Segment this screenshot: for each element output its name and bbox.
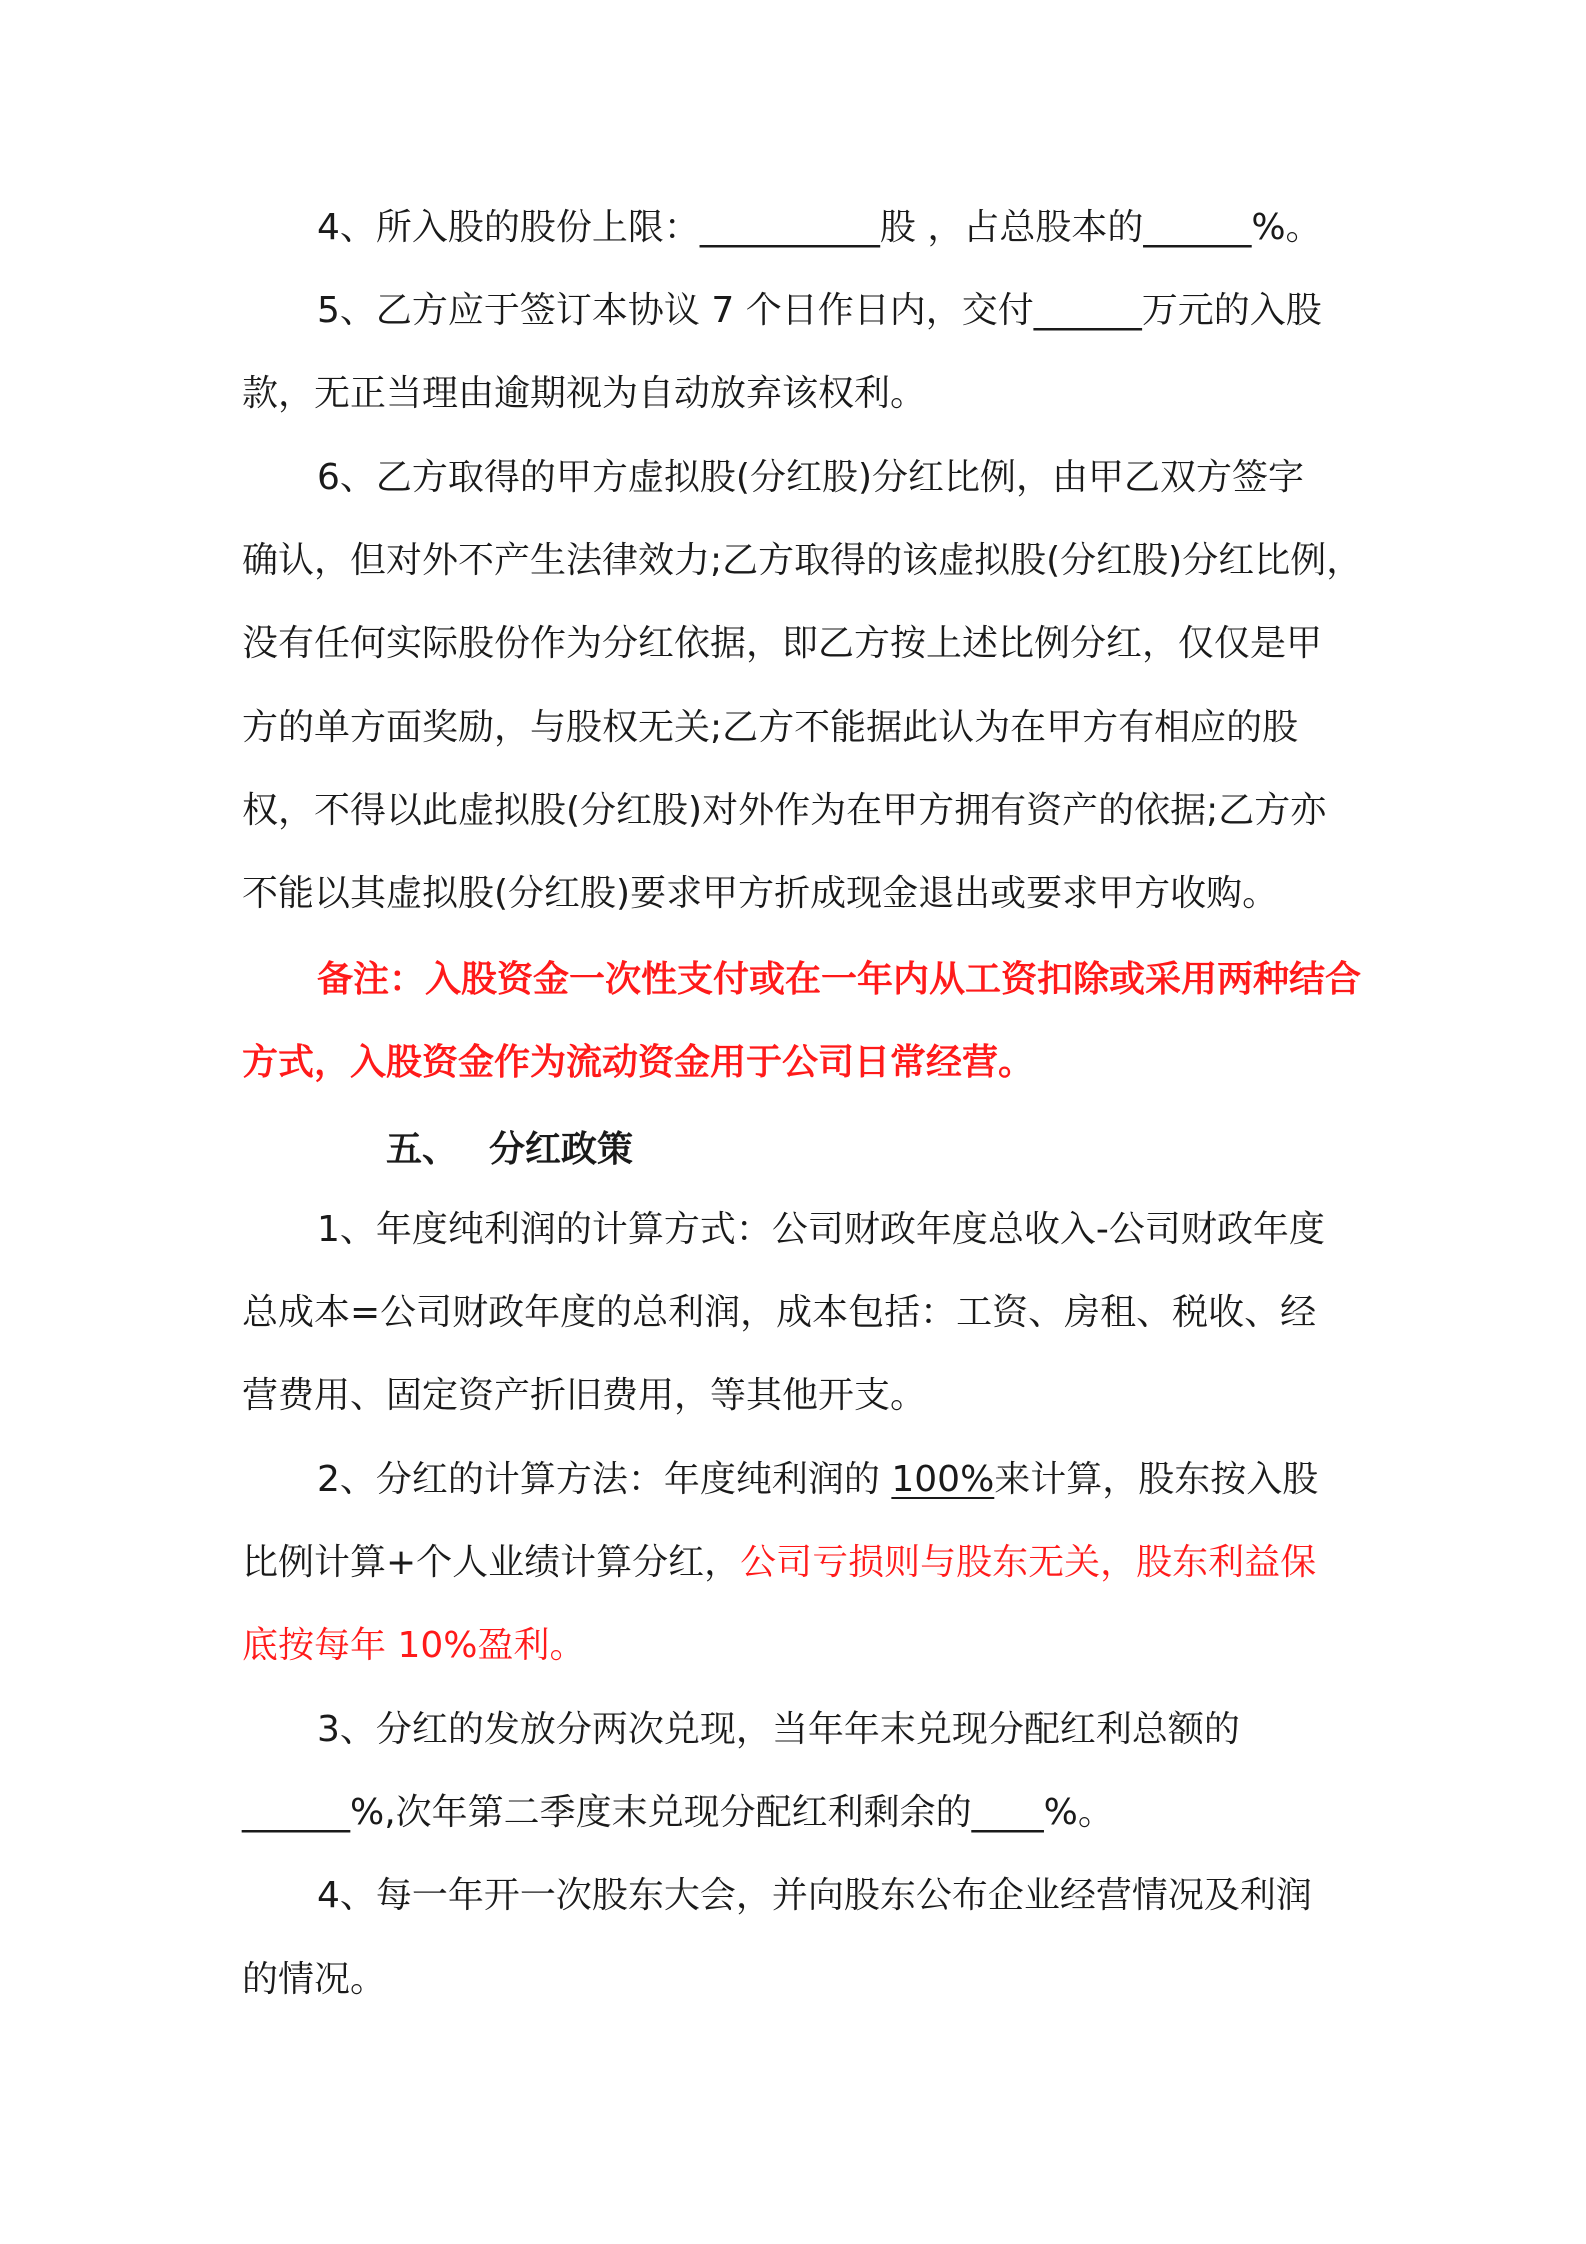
item-2-line-2-black-text: 比例计算+个人业绩计算分红， xyxy=(242,1542,741,1583)
clause-6-line-4: 方的单方面奖励，与股权无关;乙方不能据此认为在甲方有相应的股 xyxy=(242,707,1299,748)
underlined-percentage: 100% xyxy=(891,1459,995,1500)
item-2-line-2 xyxy=(242,1541,1357,1585)
item-4-line-2: 的情况。 xyxy=(242,1959,387,2000)
item-2-line-1-text-after: 来计算，股东按入股 xyxy=(994,1459,1319,1500)
item-1-line-2: 总成本=公司财政年度的总利润，成本包括：工资、房租、税收、经 xyxy=(242,1292,1317,1333)
item-2-line-3: 底按每年 10%盈利。 xyxy=(242,1625,586,1666)
item-2-line-1 xyxy=(317,1458,1357,1502)
item-3-line-1: 3、分红的发放分两次兑现，当年年末兑现分配红利总额的 xyxy=(317,1709,1240,1750)
clause-5-line-2: 款，无正当理由逾期视为自动放弃该权利。 xyxy=(242,373,927,414)
clause-4-line-1: 4、所入股的股份上限：__________股 ，占总股本的______%。 xyxy=(317,207,1322,248)
item-3-line-2: ______%,次年第二季度末兑现分配红利剩余的____%。 xyxy=(242,1792,1114,1833)
clause-6-line-3: 没有任何实际股份作为分红依据，即乙方按上述比例分红，仅仅是甲 xyxy=(242,623,1323,664)
item-2-line-2-red-text: 公司亏损则与股东无关，股东利益保 xyxy=(740,1542,1317,1583)
clause-6-line-1: 6、乙方取得的甲方虚拟股(分红股)分红比例，由甲乙双方签字 xyxy=(317,457,1304,498)
note-line-1: 备注：入股资金一次性支付或在一年内从工资扣除或采用两种结合 xyxy=(317,959,1362,1000)
clause-6-line-2: 确认，但对外不产生法律效力;乙方取得的该虚拟股(分红股)分红比例， xyxy=(242,540,1363,581)
item-1-line-1: 1、年度纯利润的计算方式：公司财政年度总收入-公司财政年度 xyxy=(317,1209,1325,1250)
item-4-line-1: 4、每一年开一次股东大会，并向股东公布企业经营情况及利润 xyxy=(317,1875,1312,1916)
item-1-line-3: 营费用、固定资产折旧费用，等其他开支。 xyxy=(242,1375,927,1416)
clause-6-line-5: 权，不得以此虚拟股(分红股)对外作为在甲方拥有资产的依据;乙方亦 xyxy=(242,790,1327,831)
section-number: 五、 xyxy=(386,1129,459,1170)
section-title: 分红政策 xyxy=(489,1129,634,1170)
item-2-line-1-text-before: 2、分红的计算方法：年度纯利润的 xyxy=(317,1459,892,1500)
clause-5-line-1: 5、乙方应于签订本协议 7 个日作日内，交付______万元的入股 xyxy=(317,290,1322,331)
note-line-2: 方式，入股资金作为流动资金用于公司日常经营。 xyxy=(242,1042,1035,1083)
clause-6-line-6: 不能以其虚拟股(分红股)要求甲方折成现金退出或要求甲方收购。 xyxy=(242,873,1279,914)
